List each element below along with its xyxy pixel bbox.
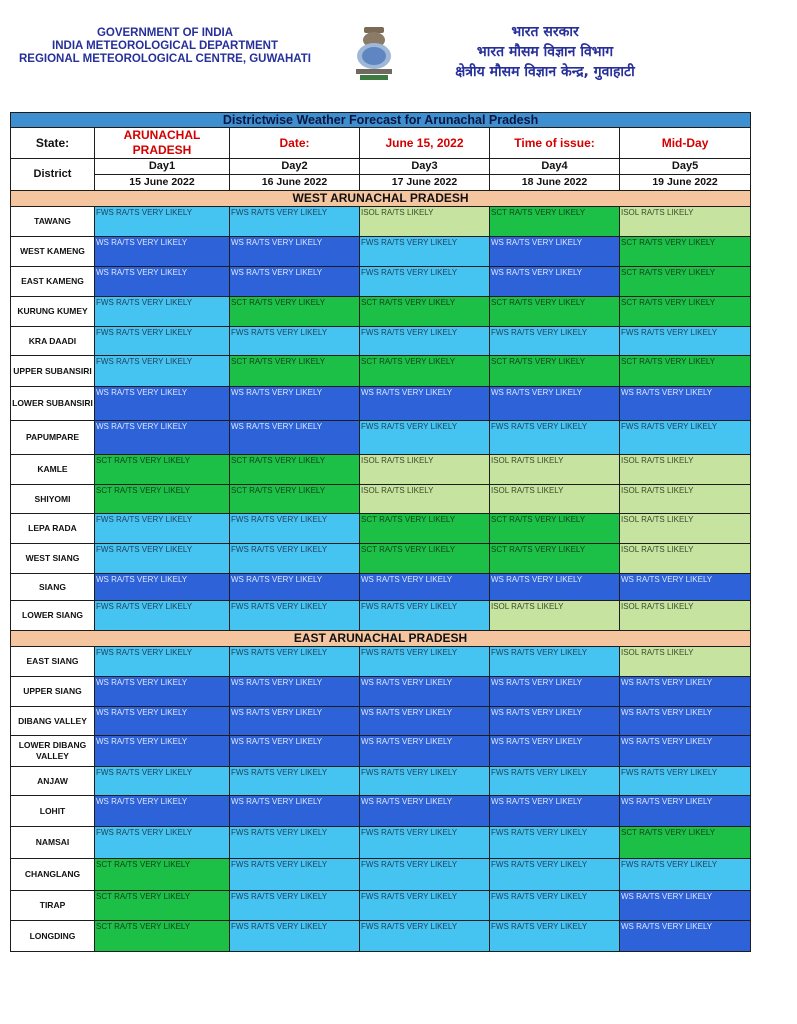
district-name: WEST SIANG [11, 544, 95, 574]
forecast-cell: FWS RA/TS VERY LIKELY [230, 921, 360, 952]
table-row [11, 921, 751, 952]
forecast-cell: FWS RA/TS VERY LIKELY [490, 647, 620, 677]
forecast-cell: WS RA/TS VERY LIKELY [230, 574, 360, 601]
forecast-cell: FWS RA/TS VERY LIKELY [95, 207, 230, 237]
header-line-hindi-centre: क्षेत्रीय मौसम विज्ञान केन्द्र, गुवाहाटी [455, 64, 635, 80]
district-name: LOWER SUBANSIRI [11, 387, 95, 421]
day-header: Day5 [620, 159, 751, 175]
district-name: SHIYOMI [11, 485, 95, 514]
forecast-cell: SCT RA/TS VERY LIKELY [95, 485, 230, 514]
forecast-cell: WS RA/TS VERY LIKELY [95, 387, 230, 421]
forecast-cell: FWS RA/TS VERY LIKELY [490, 827, 620, 859]
forecast-cell: SCT RA/TS VERY LIKELY [95, 921, 230, 952]
forecast-cell: WS RA/TS VERY LIKELY [360, 736, 490, 767]
table-row [11, 796, 751, 827]
forecast-cell: WS RA/TS VERY LIKELY [230, 736, 360, 767]
header-line-centre: REGIONAL METEOROLOGICAL CENTRE, GUWAHATI [19, 53, 311, 65]
forecast-cell: FWS RA/TS VERY LIKELY [360, 767, 490, 796]
forecast-cell: FWS RA/TS VERY LIKELY [95, 544, 230, 574]
forecast-cell: FWS RA/TS VERY LIKELY [230, 767, 360, 796]
forecast-cell: FWS RA/TS VERY LIKELY [230, 514, 360, 544]
forecast-cell: FWS RA/TS VERY LIKELY [95, 601, 230, 631]
table-row [11, 677, 751, 707]
forecast-cell: WS RA/TS VERY LIKELY [95, 796, 230, 827]
forecast-cell: WS RA/TS VERY LIKELY [620, 796, 751, 827]
forecast-cell: ISOL RA/TS LIKELY [620, 544, 751, 574]
forecast-cell: WS RA/TS VERY LIKELY [95, 736, 230, 767]
table-row [11, 647, 751, 677]
date-value: June 15, 2022 [360, 128, 490, 159]
district-name: KURUNG KUMEY [11, 297, 95, 327]
table-row [11, 827, 751, 859]
forecast-cell: FWS RA/TS VERY LIKELY [230, 544, 360, 574]
table-row [11, 267, 751, 297]
forecast-cell: WS RA/TS VERY LIKELY [230, 267, 360, 297]
forecast-cell: FWS RA/TS VERY LIKELY [95, 767, 230, 796]
date-header: 19 June 2022 [620, 175, 751, 191]
forecast-cell: WS RA/TS VERY LIKELY [620, 921, 751, 952]
forecast-cell: SCT RA/TS VERY LIKELY [490, 297, 620, 327]
forecast-cell: WS RA/TS VERY LIKELY [620, 707, 751, 736]
forecast-cell: SCT RA/TS VERY LIKELY [230, 485, 360, 514]
table-row [11, 356, 751, 387]
table-row [11, 574, 751, 601]
forecast-cell: FWS RA/TS VERY LIKELY [490, 421, 620, 455]
forecast-cell: FWS RA/TS VERY LIKELY [230, 891, 360, 921]
day-header: Day3 [360, 159, 490, 175]
forecast-cell: WS RA/TS VERY LIKELY [95, 421, 230, 455]
table-row [11, 514, 751, 544]
document-header [0, 0, 797, 110]
forecast-cell: WS RA/TS VERY LIKELY [360, 677, 490, 707]
forecast-cell: SCT RA/TS VERY LIKELY [230, 455, 360, 485]
forecast-cell: FWS RA/TS VERY LIKELY [360, 859, 490, 891]
forecast-cell: ISOL RA/TS LIKELY [620, 455, 751, 485]
state-value: ARUNACHAL PRADESH [95, 128, 230, 159]
district-name: LOWER DIBANG VALLEY [11, 736, 95, 767]
forecast-cell: FWS RA/TS VERY LIKELY [620, 859, 751, 891]
table-row [11, 327, 751, 356]
forecast-cell: FWS RA/TS VERY LIKELY [95, 327, 230, 356]
forecast-cell: WS RA/TS VERY LIKELY [230, 237, 360, 267]
forecast-cell: FWS RA/TS VERY LIKELY [95, 514, 230, 544]
forecast-cell: WS RA/TS VERY LIKELY [490, 387, 620, 421]
forecast-cell: SCT RA/TS VERY LIKELY [95, 859, 230, 891]
forecast-cell: WS RA/TS VERY LIKELY [360, 574, 490, 601]
forecast-cell: FWS RA/TS VERY LIKELY [360, 601, 490, 631]
forecast-cell: ISOL RA/TS LIKELY [490, 601, 620, 631]
forecast-cell: SCT RA/TS VERY LIKELY [620, 237, 751, 267]
forecast-cell: FWS RA/TS VERY LIKELY [360, 827, 490, 859]
table-row [11, 297, 751, 327]
forecast-cell: WS RA/TS VERY LIKELY [620, 677, 751, 707]
forecast-cell: FWS RA/TS VERY LIKELY [230, 601, 360, 631]
district-name: LONGDING [11, 921, 95, 952]
date-header: 17 June 2022 [360, 175, 490, 191]
forecast-cell: WS RA/TS VERY LIKELY [620, 387, 751, 421]
forecast-cell: ISOL RA/TS LIKELY [490, 485, 620, 514]
forecast-cell: ISOL RA/TS LIKELY [620, 485, 751, 514]
table-row [11, 707, 751, 736]
forecast-cell: FWS RA/TS VERY LIKELY [490, 327, 620, 356]
district-name: CHANGLANG [11, 859, 95, 891]
district-name: TAWANG [11, 207, 95, 237]
district-name: LOWER SIANG [11, 601, 95, 631]
forecast-cell: FWS RA/TS VERY LIKELY [95, 647, 230, 677]
forecast-cell: FWS RA/TS VERY LIKELY [360, 327, 490, 356]
forecast-cell: SCT RA/TS VERY LIKELY [490, 356, 620, 387]
day-header: Day2 [230, 159, 360, 175]
forecast-cell: SCT RA/TS VERY LIKELY [620, 297, 751, 327]
forecast-cell: SCT RA/TS VERY LIKELY [230, 356, 360, 387]
district-name: KAMLE [11, 455, 95, 485]
forecast-cell: SCT RA/TS VERY LIKELY [620, 827, 751, 859]
forecast-cell: FWS RA/TS VERY LIKELY [230, 647, 360, 677]
forecast-cell: FWS RA/TS VERY LIKELY [490, 891, 620, 921]
table-row [11, 207, 751, 237]
region-header: EAST ARUNACHAL PRADESH [11, 631, 751, 647]
forecast-cell: SCT RA/TS VERY LIKELY [620, 356, 751, 387]
forecast-cell: SCT RA/TS VERY LIKELY [490, 514, 620, 544]
forecast-cell: WS RA/TS VERY LIKELY [230, 796, 360, 827]
forecast-cell: WS RA/TS VERY LIKELY [620, 574, 751, 601]
ashoka-emblem-icon [348, 24, 400, 84]
forecast-cell: WS RA/TS VERY LIKELY [230, 707, 360, 736]
table-row [11, 485, 751, 514]
forecast-cell: ISOL RA/TS LIKELY [360, 455, 490, 485]
forecast-cell: SCT RA/TS VERY LIKELY [360, 544, 490, 574]
forecast-cell: WS RA/TS VERY LIKELY [230, 421, 360, 455]
table-row [11, 736, 751, 767]
district-name: TIRAP [11, 891, 95, 921]
district-name: WEST KAMENG [11, 237, 95, 267]
table-title: Districtwise Weather Forecast for Arunachal Pradesh [11, 113, 751, 128]
table-row [11, 421, 751, 455]
table-row [11, 767, 751, 796]
forecast-cell: ISOL RA/TS LIKELY [620, 601, 751, 631]
district-name: EAST SIANG [11, 647, 95, 677]
district-name: LOHIT [11, 796, 95, 827]
forecast-cell: WS RA/TS VERY LIKELY [490, 237, 620, 267]
forecast-cell: SCT RA/TS VERY LIKELY [95, 455, 230, 485]
forecast-cell: WS RA/TS VERY LIKELY [95, 677, 230, 707]
forecast-cell: SCT RA/TS VERY LIKELY [490, 207, 620, 237]
district-name: NAMSAI [11, 827, 95, 859]
forecast-cell: FWS RA/TS VERY LIKELY [230, 827, 360, 859]
forecast-cell: WS RA/TS VERY LIKELY [230, 677, 360, 707]
forecast-cell: WS RA/TS VERY LIKELY [490, 736, 620, 767]
district-name: SIANG [11, 574, 95, 601]
forecast-cell: WS RA/TS VERY LIKELY [95, 707, 230, 736]
header-line-hindi-government: भारत सरकार [511, 24, 579, 40]
forecast-cell: FWS RA/TS VERY LIKELY [360, 267, 490, 297]
forecast-cell: WS RA/TS VERY LIKELY [230, 387, 360, 421]
date-header: 16 June 2022 [230, 175, 360, 191]
header-line-government: GOVERNMENT OF INDIA [96, 27, 234, 39]
header-line-hindi-department: भारत मौसम विज्ञान विभाग [476, 44, 614, 60]
forecast-cell: FWS RA/TS VERY LIKELY [490, 767, 620, 796]
forecast-cell: FWS RA/TS VERY LIKELY [360, 921, 490, 952]
forecast-cell: FWS RA/TS VERY LIKELY [360, 237, 490, 267]
date-header: 18 June 2022 [490, 175, 620, 191]
forecast-cell: FWS RA/TS VERY LIKELY [490, 921, 620, 952]
forecast-cell: FWS RA/TS VERY LIKELY [620, 767, 751, 796]
day-header: Day4 [490, 159, 620, 175]
forecast-cell: ISOL RA/TS LIKELY [490, 455, 620, 485]
forecast-cell: WS RA/TS VERY LIKELY [95, 237, 230, 267]
forecast-cell: ISOL RA/TS LIKELY [620, 207, 751, 237]
forecast-cell: SCT RA/TS VERY LIKELY [360, 297, 490, 327]
forecast-cell: WS RA/TS VERY LIKELY [490, 707, 620, 736]
table-row [11, 455, 751, 485]
forecast-cell: FWS RA/TS VERY LIKELY [230, 207, 360, 237]
forecast-cell: SCT RA/TS VERY LIKELY [490, 544, 620, 574]
forecast-cell: FWS RA/TS VERY LIKELY [360, 647, 490, 677]
forecast-cell: WS RA/TS VERY LIKELY [360, 707, 490, 736]
forecast-cell: FWS RA/TS VERY LIKELY [95, 297, 230, 327]
forecast-cell: WS RA/TS VERY LIKELY [95, 267, 230, 297]
district-name: DIBANG VALLEY [11, 707, 95, 736]
forecast-cell: WS RA/TS VERY LIKELY [490, 677, 620, 707]
forecast-cell: ISOL RA/TS LIKELY [620, 514, 751, 544]
time-of-issue-value: Mid-Day [620, 128, 751, 159]
forecast-cell: WS RA/TS VERY LIKELY [360, 796, 490, 827]
forecast-table [10, 112, 751, 952]
forecast-cell: FWS RA/TS VERY LIKELY [230, 327, 360, 356]
district-name: UPPER SIANG [11, 677, 95, 707]
forecast-cell: FWS RA/TS VERY LIKELY [620, 421, 751, 455]
table-row [11, 859, 751, 891]
table-row [11, 237, 751, 267]
forecast-cell: SCT RA/TS VERY LIKELY [620, 267, 751, 297]
district-name: UPPER SUBANSIRI [11, 356, 95, 387]
forecast-cell: ISOL RA/TS LIKELY [620, 647, 751, 677]
forecast-cell: SCT RA/TS VERY LIKELY [360, 356, 490, 387]
header-line-department: INDIA METEOROLOGICAL DEPARTMENT [52, 40, 278, 52]
forecast-cell: FWS RA/TS VERY LIKELY [95, 827, 230, 859]
forecast-cell: WS RA/TS VERY LIKELY [490, 267, 620, 297]
forecast-cell: ISOL RA/TS LIKELY [360, 207, 490, 237]
district-name: LEPA RADA [11, 514, 95, 544]
region-header: WEST ARUNACHAL PRADESH [11, 191, 751, 207]
table-row [11, 387, 751, 421]
date-label: Date: [230, 128, 360, 159]
forecast-cell: WS RA/TS VERY LIKELY [620, 736, 751, 767]
forecast-cell: FWS RA/TS VERY LIKELY [620, 327, 751, 356]
date-header: 15 June 2022 [95, 175, 230, 191]
table-row [11, 891, 751, 921]
district-name: EAST KAMENG [11, 267, 95, 297]
district-header: District [11, 159, 95, 191]
english-header [10, 27, 320, 66]
district-name: ANJAW [11, 767, 95, 796]
table-row [11, 601, 751, 631]
forecast-cell: FWS RA/TS VERY LIKELY [95, 356, 230, 387]
forecast-cell: WS RA/TS VERY LIKELY [490, 796, 620, 827]
forecast-cell: FWS RA/TS VERY LIKELY [230, 859, 360, 891]
forecast-cell: WS RA/TS VERY LIKELY [95, 574, 230, 601]
forecast-cell: SCT RA/TS VERY LIKELY [360, 514, 490, 544]
forecast-cell: SCT RA/TS VERY LIKELY [95, 891, 230, 921]
forecast-cell: WS RA/TS VERY LIKELY [360, 387, 490, 421]
forecast-cell: WS RA/TS VERY LIKELY [490, 574, 620, 601]
forecast-cell: SCT RA/TS VERY LIKELY [230, 297, 360, 327]
forecast-cell: FWS RA/TS VERY LIKELY [360, 421, 490, 455]
table-row [11, 544, 751, 574]
forecast-cell: FWS RA/TS VERY LIKELY [360, 891, 490, 921]
district-name: PAPUMPARE [11, 421, 95, 455]
forecast-cell: WS RA/TS VERY LIKELY [620, 891, 751, 921]
time-of-issue-label: Time of issue: [490, 128, 620, 159]
day-header: Day1 [95, 159, 230, 175]
hindi-header [440, 22, 650, 82]
forecast-cell: FWS RA/TS VERY LIKELY [490, 859, 620, 891]
district-name: KRA DAADI [11, 327, 95, 356]
forecast-cell: ISOL RA/TS LIKELY [360, 485, 490, 514]
state-label: State: [11, 128, 95, 159]
